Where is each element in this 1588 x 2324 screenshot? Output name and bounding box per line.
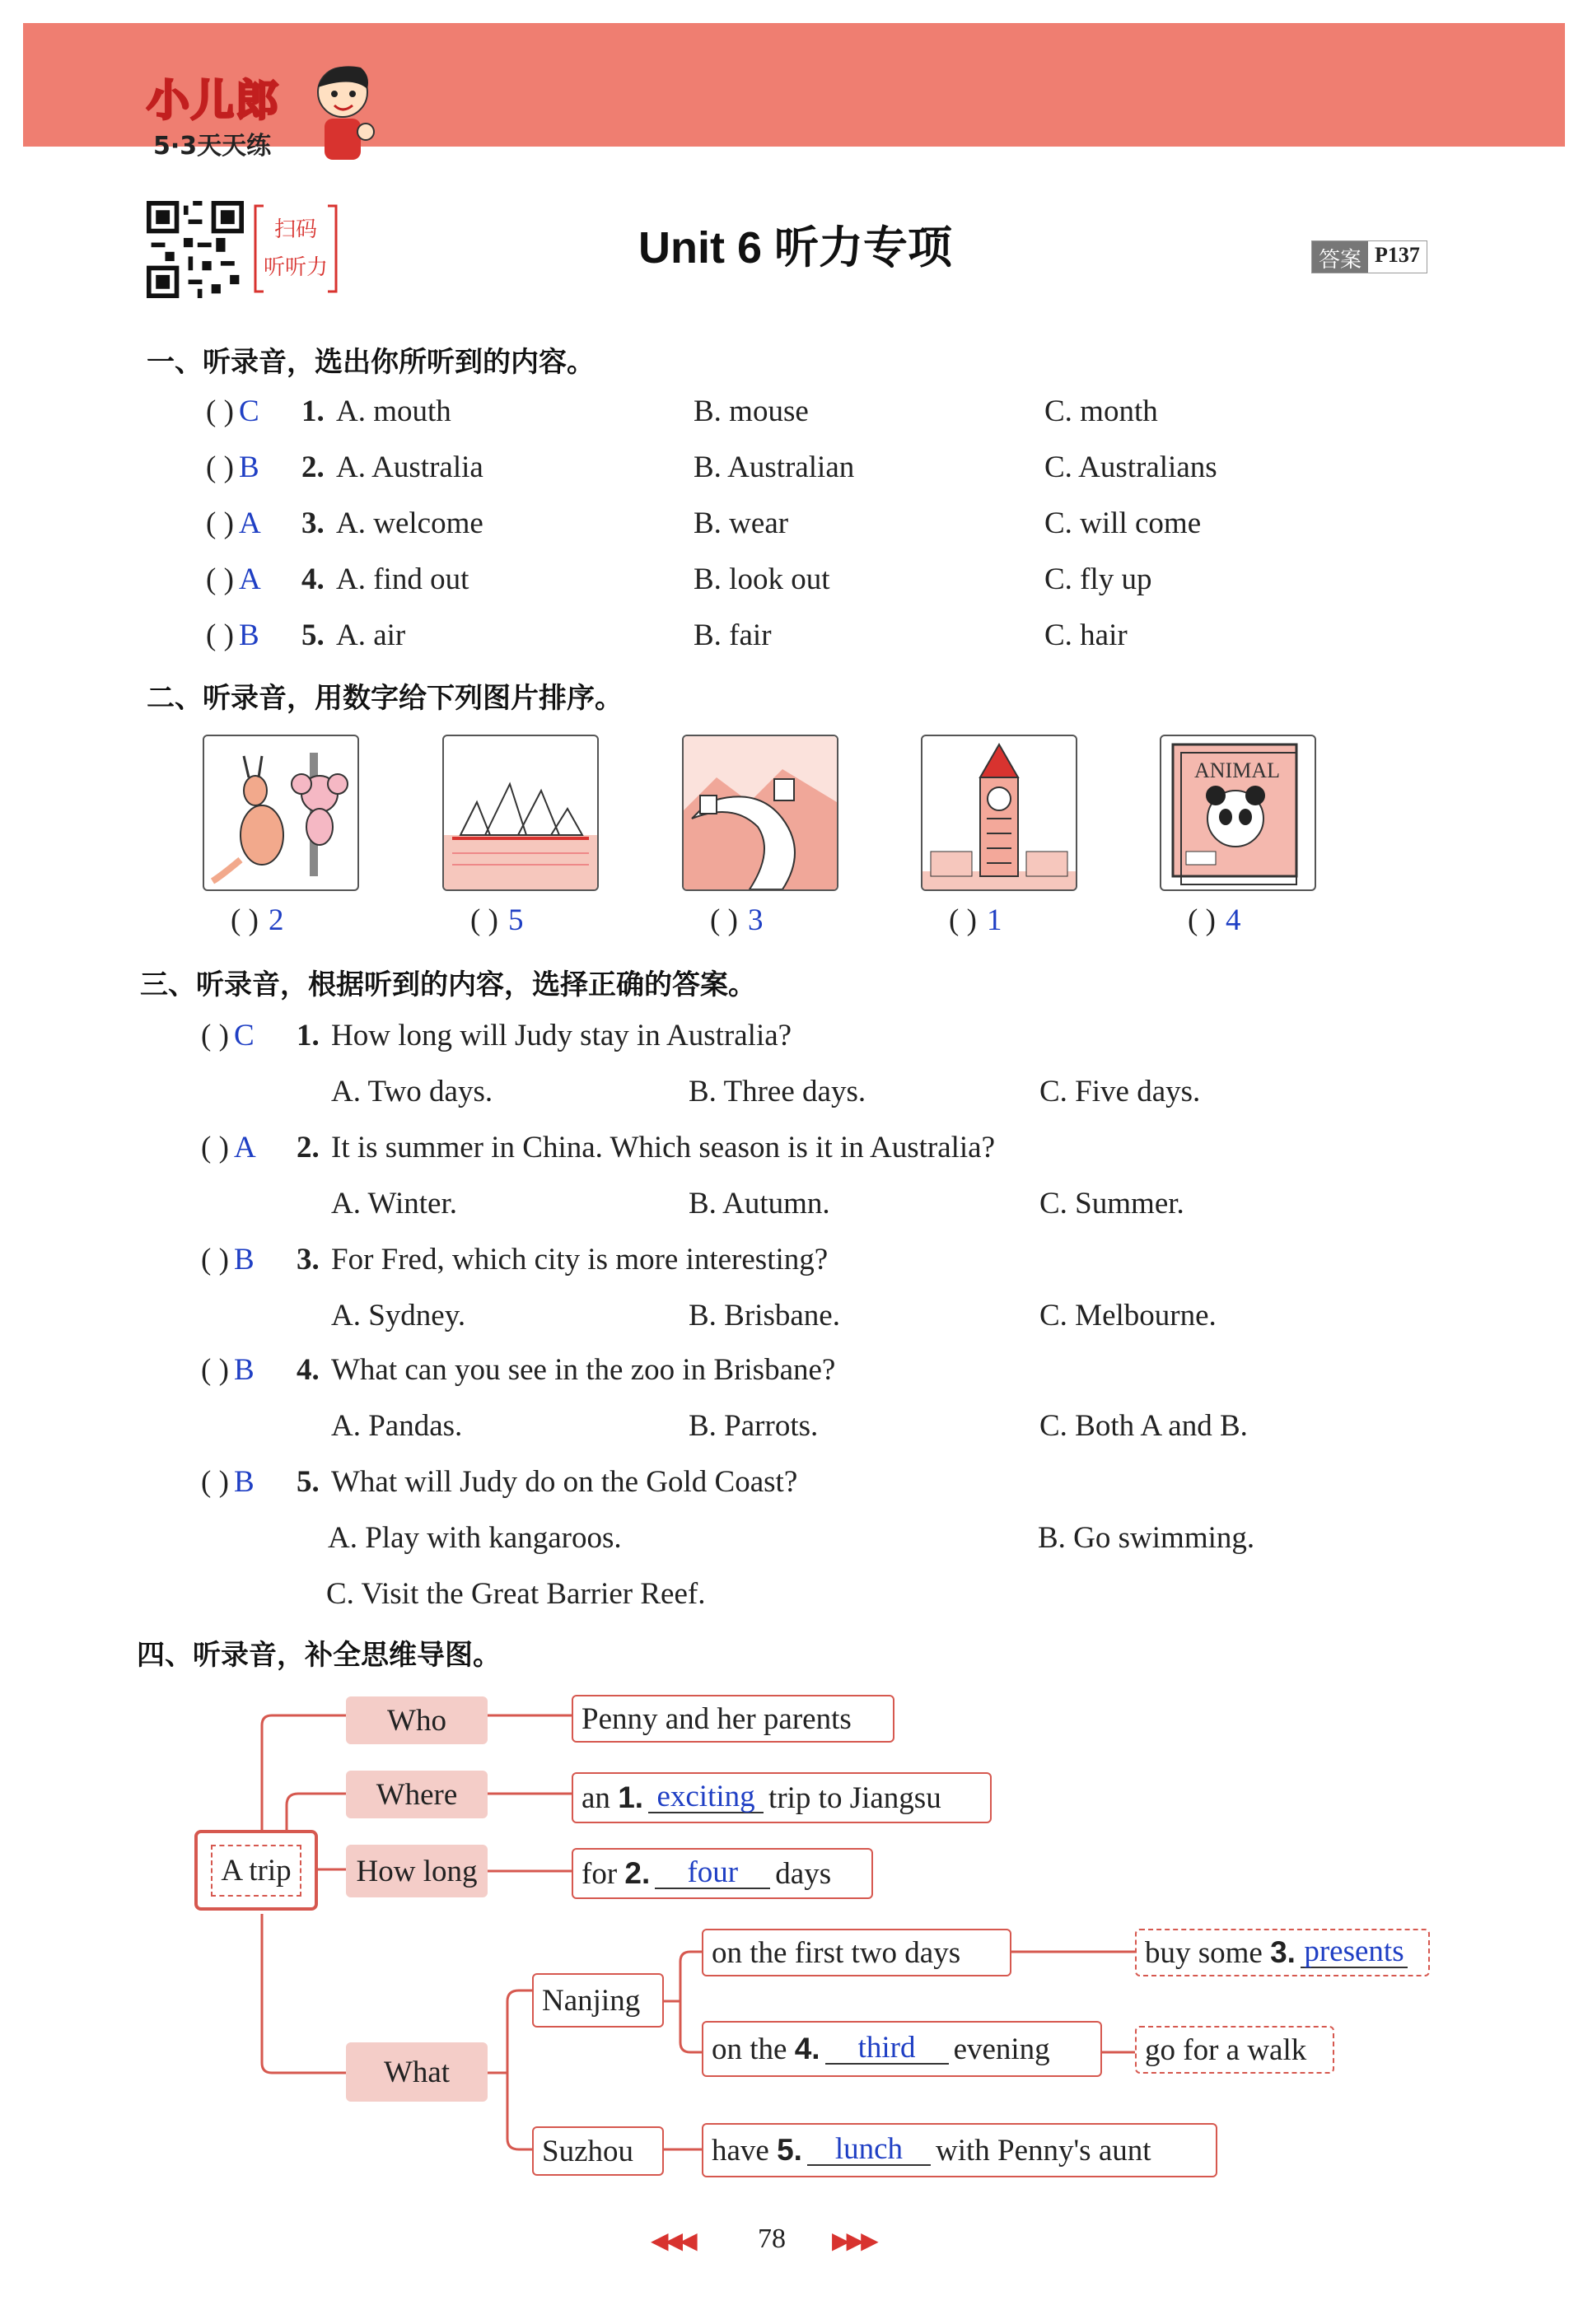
section1-title: 一、听录音，选出你所听到的内容。 — [147, 346, 595, 379]
nanjing-node: Nanjing — [532, 1973, 664, 2028]
who-answer: Penny and her parents — [572, 1695, 894, 1743]
evening-node — [702, 2021, 1102, 2077]
option-a: A. Two days. — [331, 1075, 493, 1108]
option-c: C. fly up — [1044, 562, 1152, 596]
section2-title: 二、听录音，用数字给下列图片排序。 — [147, 682, 623, 715]
answer-mark[interactable]: C — [234, 1019, 255, 1052]
long-num: 2. — [624, 1856, 651, 1890]
how-long-answer — [572, 1848, 873, 1899]
option-b: B. mouse — [694, 394, 809, 428]
option-b: B. Autumn. — [689, 1187, 830, 1220]
item-number: 5. — [301, 618, 325, 652]
question-text: What can you see in the zoo in Brisbane? — [331, 1353, 836, 1387]
option-c: C. month — [1044, 394, 1158, 428]
option-c: C. Australians — [1044, 450, 1217, 484]
mindmap-root — [194, 1830, 318, 1911]
long-pre: for — [581, 1856, 618, 1891]
option-a: A. Winter. — [331, 1187, 458, 1220]
answer-bracket: ( ) — [201, 1465, 229, 1499]
question-text: It is summer in China. Which season is it in Australia? — [331, 1131, 996, 1164]
option-b: B. Australian — [694, 450, 855, 484]
answer-mark[interactable]: A — [234, 1131, 256, 1164]
answer-bracket: ( ) — [710, 903, 738, 937]
item-number: 4. — [297, 1353, 320, 1387]
next-arrows-icon: ▶▶▶ — [832, 2227, 876, 2254]
option-b: B. look out — [694, 562, 830, 596]
answer-mark[interactable]: B — [234, 1243, 255, 1276]
option-b: B. Parrots. — [689, 1409, 819, 1443]
item-number: 2. — [297, 1131, 320, 1164]
section3-title: 三、听录音，根据听到的内容，选择正确的答案。 — [140, 968, 756, 1001]
brand-name: 小儿郎 — [147, 77, 281, 126]
item-number: 2. — [301, 450, 325, 484]
answer-mark[interactable]: B — [234, 1353, 255, 1387]
answer-label: 答案 — [1312, 241, 1368, 273]
answer-bracket: ( ) — [206, 394, 234, 428]
option-a: A. Play with kangaroos. — [328, 1521, 622, 1555]
evening-blank[interactable]: third — [825, 2033, 949, 2065]
walk-node: go for a walk — [1135, 2026, 1334, 2074]
answer-mark[interactable]: A — [239, 506, 261, 540]
have-post: with Penny's aunt — [935, 2133, 1151, 2168]
option-b: B. wear — [694, 506, 789, 540]
first-days-node: on the first two days — [702, 1929, 1011, 1976]
book-title: ANIMAL — [1194, 758, 1280, 782]
option-a: A. air — [336, 618, 406, 652]
evening-num: 4. — [794, 2032, 820, 2065]
option-b: B. Brisbane. — [689, 1299, 840, 1332]
prev-arrows-icon: ◀◀◀ — [651, 2227, 694, 2254]
option-a: A. mouth — [336, 394, 451, 428]
question-text: How long will Judy stay in Australia? — [331, 1019, 792, 1052]
option-c: C. Visit the Great Barrier Reef. — [326, 1577, 706, 1611]
option-c: C. Both A and B. — [1039, 1409, 1248, 1443]
answer-bracket: ( ) — [201, 1131, 229, 1164]
question-text: What will Judy do on the Gold Coast? — [331, 1465, 798, 1499]
option-c: C. will come — [1044, 506, 1202, 540]
where-blank[interactable]: exciting — [648, 1782, 764, 1813]
answer-bracket: ( ) — [206, 562, 234, 596]
buy-blank[interactable]: presents — [1301, 1937, 1408, 1968]
have-pre: have — [712, 2133, 769, 2168]
item-number: 1. — [301, 394, 325, 428]
answer-mark[interactable]: 3 — [748, 903, 764, 937]
item-number: 3. — [297, 1243, 320, 1276]
answer-mark[interactable]: B — [239, 450, 259, 484]
buy-num: 3. — [1270, 1935, 1296, 1969]
evening-pre: on the — [712, 2032, 787, 2066]
answer-bracket: ( ) — [201, 1019, 229, 1052]
option-b: B. fair — [694, 618, 772, 652]
where-pre: an — [581, 1780, 610, 1815]
answer-mark[interactable]: B — [239, 618, 259, 652]
option-b: B. Go swimming. — [1038, 1521, 1255, 1555]
answer-mark[interactable]: 1 — [987, 903, 1002, 937]
answer-mark[interactable]: 2 — [269, 903, 284, 937]
where-post: trip to Jiangsu — [768, 1780, 941, 1815]
answer-bracket: ( ) — [201, 1243, 229, 1276]
answer-bracket: ( ) — [201, 1353, 229, 1387]
mindmap-where: Where — [346, 1771, 488, 1818]
answer-bracket: ( ) — [1188, 903, 1216, 937]
answer-bracket: ( ) — [470, 903, 498, 937]
item-number: 1. — [297, 1019, 320, 1052]
question-text: For Fred, which city is more interesting? — [331, 1243, 829, 1276]
long-post: days — [775, 1856, 832, 1891]
answer-bracket: ( ) — [949, 903, 977, 937]
item-number: 4. — [301, 562, 325, 596]
page-number: 78 — [758, 2224, 786, 2254]
answer-mark[interactable]: 4 — [1226, 903, 1241, 937]
option-c: C. Summer. — [1039, 1187, 1184, 1220]
mindmap-root-label: A trip — [211, 1845, 301, 1897]
answer-bracket: ( ) — [206, 506, 234, 540]
suzhou-node: Suzhou — [532, 2126, 664, 2176]
where-num: 1. — [618, 1780, 644, 1814]
option-c: C. Melbourne. — [1039, 1299, 1217, 1332]
have-num: 5. — [777, 2133, 802, 2167]
answer-mark[interactable]: B — [234, 1465, 255, 1499]
page-title: Unit 6 听力专项 — [638, 223, 953, 273]
item-number: 5. — [297, 1465, 320, 1499]
answer-page: P137 — [1368, 241, 1427, 273]
answer-bracket: ( ) — [231, 903, 259, 937]
have-blank[interactable]: lunch — [807, 2135, 931, 2166]
option-b: B. Three days. — [689, 1075, 866, 1108]
answer-mark[interactable]: 5 — [508, 903, 524, 937]
mindmap-how-long: How long — [346, 1845, 488, 1897]
option-a: A. Sydney. — [331, 1299, 466, 1332]
answer-mark[interactable]: C — [239, 394, 259, 428]
mindmap-who: Who — [346, 1696, 488, 1744]
scan-line-2: 听听力 — [263, 255, 328, 280]
option-a: A. Australia — [336, 450, 483, 484]
buy-node — [1135, 1929, 1430, 1976]
scan-line-1: 扫码 — [273, 217, 317, 242]
buy-pre: buy some — [1145, 1935, 1263, 1970]
option-c: C. Five days. — [1039, 1075, 1201, 1108]
answer-bracket: ( ) — [206, 450, 234, 484]
answer-mark[interactable]: A — [239, 562, 261, 596]
option-a: A. Pandas. — [331, 1409, 463, 1443]
option-a: A. welcome — [336, 506, 483, 540]
evening-post: evening — [953, 2032, 1050, 2066]
have-node — [702, 2123, 1217, 2177]
mindmap-what: What — [346, 2042, 488, 2102]
long-blank[interactable]: four — [655, 1858, 770, 1889]
option-a: A. find out — [336, 562, 469, 596]
brand-subtitle: 5·3天天练 — [153, 132, 272, 161]
answer-bracket: ( ) — [206, 618, 234, 652]
where-answer — [572, 1772, 992, 1823]
item-number: 3. — [301, 506, 325, 540]
section4-title: 四、听录音，补全思维导图。 — [137, 1639, 501, 1672]
option-c: C. hair — [1044, 618, 1128, 652]
